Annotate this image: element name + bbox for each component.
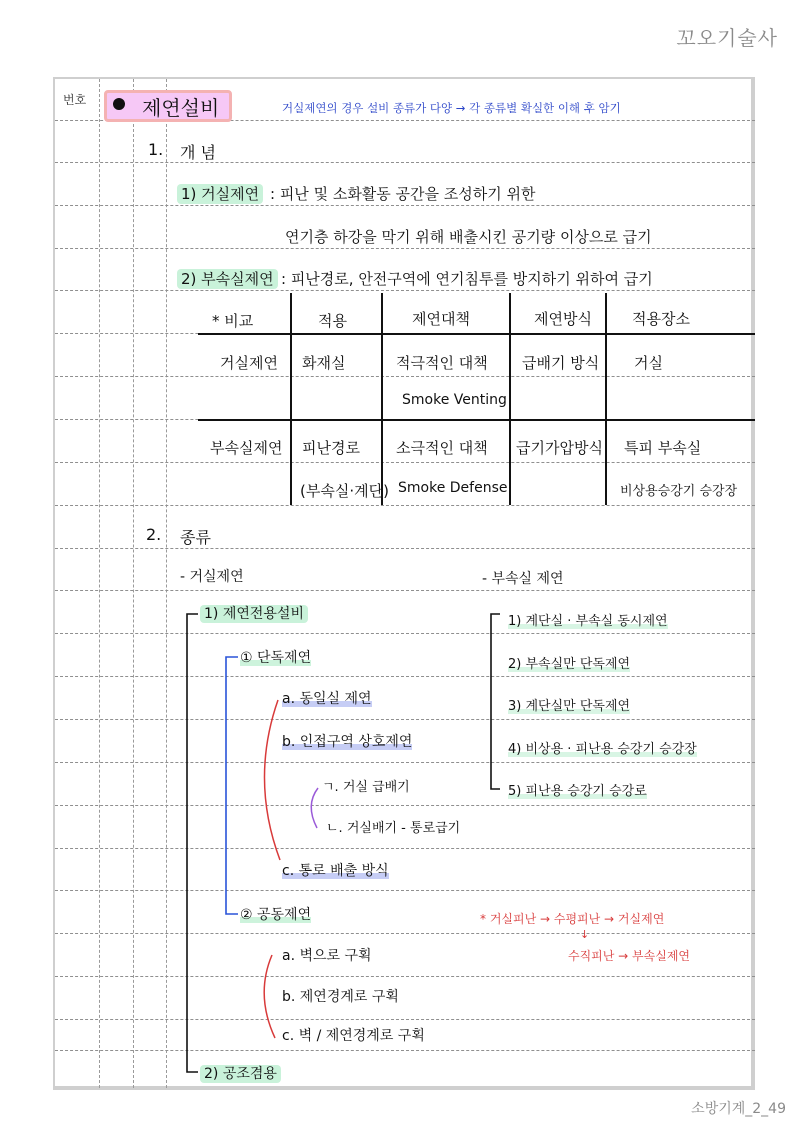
right-list-item-3-text: 3) 계단실만 단독제연 <box>508 699 631 714</box>
right-list-item-5-text: 5) 피난용 승강기 승강로 <box>508 784 647 799</box>
table-row2-place: 특피 부속실 <box>624 439 702 457</box>
right-list-item-3 <box>508 695 630 714</box>
def1-line2: 연기층 하강을 막기 위해 배출시킨 공기량 이상으로 급기 <box>285 228 652 246</box>
tree-item-2-text: 2) 공조겸용 <box>200 1065 281 1083</box>
right-list-item-1 <box>508 610 668 629</box>
section2-number: 2. <box>146 525 162 544</box>
table-row1-place: 거실 <box>634 354 663 372</box>
red-note-arrow: ↓ <box>580 928 590 941</box>
section1-number: 1. <box>148 140 164 159</box>
red-note-line2: 수직피난 → 부속실제연 <box>568 949 691 963</box>
right-column-title: - 부속실 제연 <box>482 571 564 587</box>
table-row1-name: 거실제연 <box>220 354 278 372</box>
tree-sub1-item-c-text: c. 통로 배출 방식 <box>282 863 389 879</box>
left-column-title: - 거실제연 <box>180 569 244 585</box>
table-row2-method: 급기가압방식 <box>516 439 603 457</box>
tree-sub1-item-a-text: a. 동일실 제연 <box>282 691 372 707</box>
page-number: 소방기계_2_49 <box>691 1101 786 1117</box>
right-list-item-2-text: 2) 부속실만 단독제연 <box>508 657 631 672</box>
tree-item-1 <box>200 603 308 623</box>
red-note-line1: * 거실피난 → 수평피난 → 거실제연 <box>480 912 665 926</box>
number-label: 번호 <box>63 93 87 107</box>
tree-sub-2-text: ② 공동제연 <box>240 907 312 923</box>
table-header-measure: 제연대책 <box>412 310 470 328</box>
table-row2-apply2: (부속실·계단) <box>300 482 389 500</box>
tree-sub-1 <box>240 647 311 667</box>
tree-item-1-text: 1) 제연전용설비 <box>200 605 308 623</box>
table-row2-name: 부속실제연 <box>210 439 283 457</box>
table-header-apply: 적용 <box>318 312 347 330</box>
tree-sub1-item-c <box>282 860 389 880</box>
table-header-method: 제연방식 <box>534 310 592 328</box>
tree-sub-1-text: ① 단독제연 <box>240 650 312 666</box>
tree-sub1-b-item-1: ㄱ. 거실 급배기 <box>322 780 410 795</box>
table-header-compare: * 비교 <box>212 312 254 330</box>
table-row2-measure: 소극적인 대책 <box>396 439 488 457</box>
table-row1-measure: 적극적인 대책 <box>396 354 488 372</box>
tree-sub1-item-b-text: b. 인접구역 상호제연 <box>282 734 413 750</box>
table-row2-apply: 피난경로 <box>302 439 360 457</box>
table-row2-measure-en: Smoke Defense <box>398 480 508 496</box>
right-list-item-5 <box>508 780 647 799</box>
tree-sub1-item-b <box>282 731 412 751</box>
right-list-item-1-text: 1) 계단실 · 부속실 동시제연 <box>508 614 668 629</box>
right-list-item-2 <box>508 653 630 672</box>
def2-label-text: 2) 부속실제연 <box>177 269 278 289</box>
tree-sub2-item-a: a. 벽으로 구획 <box>282 948 372 964</box>
right-list-item-4 <box>508 738 697 757</box>
section1-heading: 개 념 <box>180 143 216 162</box>
tree-sub-2 <box>240 904 311 924</box>
section2-heading: 종류 <box>180 528 211 547</box>
def1-label-text: 1) 거실제연 <box>177 184 263 204</box>
table-header-place: 적용장소 <box>632 310 690 328</box>
table-row2-place2: 비상용승강기 승강장 <box>620 484 738 499</box>
right-list-item-4-text: 4) 비상용 · 피난용 승강기 승강장 <box>508 742 697 757</box>
brand-label: 꼬오기술사 <box>676 26 778 50</box>
title-note: 거실제연의 경우 설비 종류가 다양 → 각 종류별 확실한 이해 후 암기 <box>282 101 621 115</box>
table-row1-method: 급배기 방식 <box>522 354 600 372</box>
tree-sub2-item-c: c. 벽 / 제연경계로 구획 <box>282 1028 425 1044</box>
page-title: 제연설비 <box>142 96 220 120</box>
def1-line1: : 피난 및 소화활동 공간을 조성하기 위한 <box>270 185 536 203</box>
table-row1-apply: 화재실 <box>302 354 346 372</box>
table-row1-measure-en: Smoke Venting <box>402 392 507 408</box>
tree-sub1-b-item-2: ㄴ. 거실배기 - 통로급기 <box>326 821 461 836</box>
tree-sub2-item-b: b. 제연경계로 구획 <box>282 989 399 1005</box>
def2-text: : 피난경로, 안전구역에 연기침투를 방지하기 위하여 급기 <box>281 270 653 288</box>
tree-sub1-item-a <box>282 688 372 708</box>
tree-item-2 <box>200 1063 281 1083</box>
